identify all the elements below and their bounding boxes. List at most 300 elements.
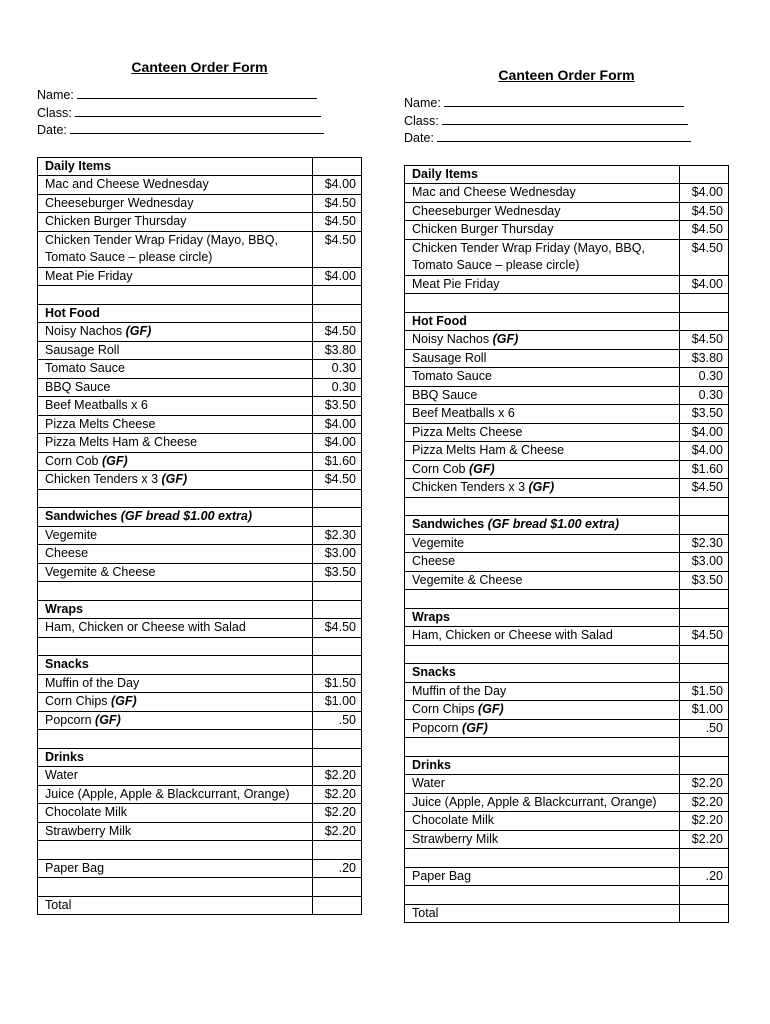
menu-item-row[interactable] <box>405 719 729 738</box>
menu-item-price: $4.50 <box>313 619 362 638</box>
menu-item-cell <box>38 434 313 453</box>
menu-item-price: $2.20 <box>680 830 729 849</box>
menu-item-row[interactable] <box>405 184 729 203</box>
section-heading-row <box>38 656 362 675</box>
menu-item-cell <box>38 176 313 195</box>
menu-item-label: Chicken Burger Thursday <box>412 222 554 236</box>
menu-item-row[interactable] <box>405 793 729 812</box>
menu-item-cell <box>38 231 313 267</box>
menu-item-cell <box>405 386 680 405</box>
menu-item-cell <box>38 471 313 490</box>
menu-item-cell <box>38 711 313 730</box>
menu-item-note: (GF) <box>478 702 504 716</box>
menu-item-note: (GF) <box>101 453 128 468</box>
menu-item-row[interactable] <box>38 471 362 490</box>
section-heading-label: Sandwiches <box>412 517 485 531</box>
section-heading-row <box>405 516 729 535</box>
spacer-cell <box>313 637 362 656</box>
name-label: Name: <box>37 88 74 102</box>
menu-item-cell <box>405 701 680 720</box>
spacer-row <box>405 849 729 868</box>
menu-item-label: Strawberry Milk <box>412 831 499 846</box>
section-heading <box>38 600 313 619</box>
menu-item-row[interactable] <box>38 434 362 453</box>
menu-item-label: Chicken Tenders x 3 <box>45 472 159 486</box>
menu-item-price: $4.00 <box>680 442 729 461</box>
section-heading-row <box>38 600 362 619</box>
class-field[interactable] <box>37 104 362 122</box>
menu-item-cell <box>38 526 313 545</box>
menu-item-cell <box>405 442 680 461</box>
menu-item-price: $1.60 <box>680 460 729 479</box>
menu-item-cell <box>405 479 680 498</box>
menu-item-cell <box>405 793 680 812</box>
menu-item-label: Beef Meatballs x 6 <box>45 398 148 412</box>
menu-item-row[interactable] <box>405 534 729 553</box>
menu-item-label: Water <box>45 768 78 782</box>
menu-item-label: Strawberry Milk <box>45 823 132 838</box>
menu-item-price: .50 <box>313 711 362 730</box>
section-heading-price-cell <box>313 748 362 767</box>
menu-item-price: $2.20 <box>313 785 362 804</box>
menu-item-row[interactable] <box>38 323 362 342</box>
menu-item-row[interactable] <box>38 693 362 712</box>
spacer-row <box>38 489 362 508</box>
menu-item-cell <box>38 785 313 804</box>
section-heading-row <box>405 756 729 775</box>
menu-item-label: Cheese <box>412 554 456 568</box>
menu-item-cell <box>38 452 313 471</box>
section-heading-price-cell <box>313 157 362 176</box>
menu-item-row[interactable] <box>38 231 362 267</box>
spacer-cell <box>405 294 680 313</box>
section-heading-label: Snacks <box>412 665 456 679</box>
menu-item-row[interactable] <box>38 415 362 434</box>
menu-item-cell <box>38 213 313 232</box>
menu-item-price: $4.50 <box>680 479 729 498</box>
spacer-cell <box>313 878 362 897</box>
menu-item-label: BBQ Sauce <box>45 379 111 394</box>
spacer-cell <box>405 497 680 516</box>
section-heading-row <box>405 165 729 184</box>
date-line[interactable] <box>437 129 691 142</box>
menu-item-cell <box>405 349 680 368</box>
menu-item-cell <box>38 415 313 434</box>
menu-item-row[interactable] <box>405 479 729 498</box>
menu-item-label: Beef Meatballs x 6 <box>412 406 515 420</box>
menu-item-note: (GF) <box>468 461 495 476</box>
section-heading-price-cell <box>680 608 729 627</box>
menu-item-row[interactable] <box>38 194 362 213</box>
menu-item-cell <box>405 830 680 849</box>
menu-item-label: Paper Bag <box>45 860 105 875</box>
total-value-cell[interactable] <box>680 904 729 923</box>
spacer-cell <box>313 582 362 601</box>
menu-item-label: Chocolate Milk <box>412 813 494 827</box>
date-label: Date: <box>404 131 434 145</box>
menu-item-price: $3.50 <box>680 571 729 590</box>
name-line[interactable] <box>444 94 684 107</box>
name-label: Name: <box>404 96 441 110</box>
menu-item-label: Pizza Melts Ham & Cheese <box>412 443 565 457</box>
menu-item-row[interactable] <box>405 627 729 646</box>
menu-item-label: Juice (Apple, Apple & Blackcurrant, Orange) <box>412 794 657 809</box>
spacer-cell <box>680 294 729 313</box>
section-heading <box>38 157 313 176</box>
spacer-cell <box>405 590 680 609</box>
menu-item-row[interactable] <box>405 775 729 794</box>
menu-item-cell <box>405 553 680 572</box>
menu-table <box>404 165 729 924</box>
menu-item-row[interactable] <box>38 711 362 730</box>
menu-table <box>37 157 362 916</box>
menu-item-price: $4.50 <box>313 231 362 267</box>
menu-item-cell <box>38 360 313 379</box>
section-heading-price-cell <box>313 304 362 323</box>
menu-item-price: $4.50 <box>680 627 729 646</box>
section-heading-label: Daily Items <box>412 166 479 181</box>
menu-item-row[interactable] <box>405 405 729 424</box>
menu-item-cell <box>405 184 680 203</box>
menu-item-label: Cheeseburger Wednesday <box>412 203 561 218</box>
menu-item-note: (GF) <box>462 720 488 735</box>
menu-item-price: $4.00 <box>680 275 729 294</box>
menu-item-note: (GF) <box>111 694 137 708</box>
menu-item-label: Vegemite <box>45 527 98 542</box>
menu-item-row[interactable] <box>38 176 362 195</box>
menu-item-cell <box>405 202 680 221</box>
menu-item-row[interactable] <box>405 701 729 720</box>
menu-item-cell <box>38 194 313 213</box>
class-label: Class: <box>404 113 439 128</box>
menu-item-label: Meat Pie Friday <box>412 276 500 291</box>
date-field[interactable] <box>404 129 729 147</box>
section-heading <box>38 304 313 323</box>
spacer-cell <box>680 849 729 868</box>
section-heading <box>405 165 680 184</box>
menu-item-row[interactable] <box>405 368 729 387</box>
menu-item-price: $3.80 <box>680 349 729 368</box>
section-heading-row <box>405 312 729 331</box>
section-heading <box>405 312 680 331</box>
menu-item-price: $4.50 <box>680 239 729 275</box>
menu-item-cell <box>405 221 680 240</box>
menu-item-row[interactable] <box>405 423 729 442</box>
spacer-row <box>405 497 729 516</box>
menu-item-price: $4.50 <box>680 221 729 240</box>
total-row <box>405 904 729 923</box>
menu-item-row[interactable] <box>405 553 729 572</box>
menu-item-row[interactable] <box>405 202 729 221</box>
menu-item-price: $1.60 <box>313 452 362 471</box>
menu-item-row[interactable] <box>38 267 362 286</box>
menu-item-price: $2.30 <box>313 526 362 545</box>
menu-item-row[interactable] <box>405 571 729 590</box>
spacer-row <box>405 738 729 757</box>
menu-item-cell <box>405 423 680 442</box>
menu-item-row[interactable] <box>405 460 729 479</box>
menu-item-cell <box>38 693 313 712</box>
menu-item-cell <box>405 239 680 275</box>
menu-item-row[interactable] <box>38 378 362 397</box>
form-title: Canteen Order Form <box>131 59 268 75</box>
menu-item-price: $3.50 <box>313 563 362 582</box>
section-heading-label: Drinks <box>412 757 451 772</box>
menu-item-price: $3.50 <box>313 397 362 416</box>
section-heading <box>38 508 313 527</box>
menu-item-label: Chicken Burger Thursday <box>45 214 187 228</box>
menu-item-row[interactable] <box>38 674 362 693</box>
menu-item-price: $4.00 <box>313 415 362 434</box>
spacer-cell <box>405 645 680 664</box>
menu-item-cell <box>405 460 680 479</box>
menu-item-price: 0.30 <box>313 360 362 379</box>
section-heading <box>38 656 313 675</box>
order-form-left <box>37 58 362 915</box>
section-heading-price-cell <box>680 165 729 184</box>
menu-item-label: Sausage Roll <box>412 350 487 365</box>
menu-item-price: $2.20 <box>313 767 362 786</box>
menu-item-price: $2.20 <box>313 804 362 823</box>
menu-item-cell <box>38 822 313 841</box>
menu-item-cell <box>38 563 313 582</box>
section-heading-label: Drinks <box>45 749 84 764</box>
menu-item-cell <box>38 323 313 342</box>
spacer-cell <box>313 841 362 860</box>
menu-item-label: Popcorn <box>412 720 459 735</box>
menu-item-price: $2.20 <box>313 822 362 841</box>
section-heading-row <box>38 508 362 527</box>
menu-item-row[interactable] <box>405 331 729 350</box>
menu-item-note: (GF) <box>492 332 519 346</box>
menu-item-cell <box>405 775 680 794</box>
menu-item-price: $3.50 <box>680 405 729 424</box>
spacer-cell <box>405 738 680 757</box>
total-label: Total <box>38 896 313 915</box>
menu-item-price: $1.50 <box>680 682 729 701</box>
menu-item-cell <box>405 405 680 424</box>
spacer-cell <box>38 637 313 656</box>
menu-item-price: $1.50 <box>313 674 362 693</box>
menu-item-row[interactable] <box>405 442 729 461</box>
menu-item-row[interactable] <box>38 563 362 582</box>
menu-item-price: $4.00 <box>313 176 362 195</box>
menu-item-row[interactable] <box>38 767 362 786</box>
menu-item-cell <box>38 267 313 286</box>
section-heading-label: Hot Food <box>45 305 100 320</box>
spacer-cell <box>38 841 313 860</box>
section-heading-price-cell <box>313 656 362 675</box>
menu-item-row[interactable] <box>405 830 729 849</box>
section-heading <box>405 756 680 775</box>
menu-item-price: $4.00 <box>680 423 729 442</box>
spacer-cell <box>680 886 729 905</box>
menu-item-cell <box>38 804 313 823</box>
menu-item-row[interactable] <box>405 386 729 405</box>
menu-item-row[interactable] <box>405 349 729 368</box>
spacer-row <box>405 645 729 664</box>
menu-item-price: $3.80 <box>313 341 362 360</box>
section-heading-note: (GF bread $1.00 extra) <box>487 517 620 531</box>
section-heading-row <box>38 157 362 176</box>
total-value-cell[interactable] <box>313 896 362 915</box>
menu-item-cell <box>405 331 680 350</box>
menu-item-label: Vegemite & Cheese <box>412 572 523 587</box>
name-field[interactable] <box>37 86 362 104</box>
menu-item-row[interactable] <box>38 545 362 564</box>
section-heading-label: Daily Items <box>45 158 112 173</box>
spacer-cell <box>680 590 729 609</box>
menu-item-label: Chocolate Milk <box>45 805 127 819</box>
section-heading-note: (GF bread $1.00 extra) <box>120 509 253 523</box>
menu-item-row[interactable] <box>38 619 362 638</box>
menu-item-label: Pizza Melts Ham & Cheese <box>45 435 198 449</box>
menu-item-cell <box>405 627 680 646</box>
menu-item-price: $4.50 <box>313 213 362 232</box>
menu-item-label: Meat Pie Friday <box>45 268 133 283</box>
section-heading-label: Wraps <box>45 601 83 616</box>
menu-item-cell <box>405 571 680 590</box>
date-line[interactable] <box>70 121 324 134</box>
menu-item-label: Corn Cob <box>45 453 99 468</box>
menu-item-label: Noisy Nachos <box>412 332 490 346</box>
section-heading-label: Hot Food <box>412 313 467 328</box>
section-heading-row <box>38 304 362 323</box>
menu-item-label: Corn Chips <box>412 702 475 716</box>
menu-item-price: $4.00 <box>680 184 729 203</box>
spacer-cell <box>680 497 729 516</box>
menu-item-price: $2.30 <box>680 534 729 553</box>
total-label: Total <box>405 904 680 923</box>
menu-item-note: (GF) <box>161 472 188 486</box>
section-heading-label: Sandwiches <box>45 509 118 523</box>
menu-item-row[interactable] <box>38 397 362 416</box>
spacer-row <box>38 841 362 860</box>
menu-item-note: (GF) <box>125 324 152 338</box>
form-title: Canteen Order Form <box>498 67 635 83</box>
menu-item-cell <box>405 682 680 701</box>
spacer-row <box>405 886 729 905</box>
name-field[interactable] <box>404 94 729 112</box>
menu-item-price: $4.00 <box>313 434 362 453</box>
menu-item-cell <box>405 719 680 738</box>
name-line[interactable] <box>77 86 317 99</box>
section-heading-price-cell <box>680 516 729 535</box>
menu-item-cell <box>38 619 313 638</box>
menu-item-price: $4.50 <box>313 194 362 213</box>
spacer-cell <box>680 738 729 757</box>
menu-item-label: Ham, Chicken or Cheese with Salad <box>45 620 246 634</box>
class-line[interactable] <box>75 104 321 117</box>
menu-item-label: Corn Chips <box>45 694 108 708</box>
menu-item-label: Chicken Tender Wrap Friday (Mayo, BBQ, Tomato Sauce – please circle) <box>412 240 645 272</box>
menu-item-row[interactable] <box>38 822 362 841</box>
menu-item-row[interactable] <box>405 221 729 240</box>
order-form-right <box>404 66 729 923</box>
spacer-cell <box>313 489 362 508</box>
spacer-row <box>38 637 362 656</box>
menu-item-row[interactable] <box>38 452 362 471</box>
menu-item-label: Pizza Melts Cheese <box>45 416 156 431</box>
menu-item-row[interactable] <box>405 239 729 275</box>
menu-item-price: $3.00 <box>680 553 729 572</box>
menu-item-label: Ham, Chicken or Cheese with Salad <box>412 628 613 642</box>
menu-item-cell <box>38 545 313 564</box>
menu-item-label: Mac and Cheese Wednesday <box>412 185 576 199</box>
menu-item-row[interactable] <box>405 812 729 831</box>
spacer-cell <box>405 886 680 905</box>
total-row <box>38 896 362 915</box>
menu-item-price: $2.20 <box>680 775 729 794</box>
menu-item-row[interactable] <box>38 360 362 379</box>
menu-item-cell <box>38 859 313 878</box>
menu-item-row[interactable] <box>38 804 362 823</box>
section-heading-row <box>405 608 729 627</box>
spacer-row <box>38 730 362 749</box>
section-heading-price-cell <box>680 756 729 775</box>
spacer-cell <box>38 489 313 508</box>
menu-item-price: 0.30 <box>313 378 362 397</box>
menu-item-price: 0.30 <box>680 386 729 405</box>
menu-item-label: Water <box>412 776 445 790</box>
menu-item-cell <box>38 397 313 416</box>
menu-item-row[interactable] <box>405 682 729 701</box>
date-field[interactable] <box>37 121 362 139</box>
menu-item-row[interactable] <box>38 213 362 232</box>
spacer-row <box>38 582 362 601</box>
menu-item-row[interactable] <box>405 275 729 294</box>
class-line[interactable] <box>442 112 688 125</box>
menu-item-cell <box>38 767 313 786</box>
menu-item-cell <box>405 275 680 294</box>
menu-item-price: $2.20 <box>680 812 729 831</box>
spacer-cell <box>38 582 313 601</box>
menu-item-row[interactable] <box>405 867 729 886</box>
menu-item-price: $2.20 <box>680 793 729 812</box>
class-field[interactable] <box>404 112 729 130</box>
spacer-cell <box>313 286 362 305</box>
menu-item-label: Noisy Nachos <box>45 324 123 338</box>
section-heading-row <box>38 748 362 767</box>
menu-item-label: Sausage Roll <box>45 342 120 357</box>
menu-item-price: $4.50 <box>313 471 362 490</box>
section-heading <box>38 748 313 767</box>
menu-item-label: Pizza Melts Cheese <box>412 424 523 439</box>
spacer-cell <box>38 878 313 897</box>
menu-item-cell <box>405 812 680 831</box>
section-heading <box>405 608 680 627</box>
menu-item-label: Cheeseburger Wednesday <box>45 195 194 210</box>
spacer-cell <box>680 645 729 664</box>
menu-item-cell <box>38 674 313 693</box>
menu-item-price: .20 <box>313 859 362 878</box>
menu-item-row[interactable] <box>38 859 362 878</box>
menu-item-label: Vegemite <box>412 535 465 550</box>
menu-item-label: Chicken Tender Wrap Friday (Mayo, BBQ, Tomato Sauce – please circle) <box>45 232 278 264</box>
menu-item-price: $4.50 <box>680 331 729 350</box>
spacer-cell <box>38 730 313 749</box>
menu-item-row[interactable] <box>38 785 362 804</box>
class-label: Class: <box>37 105 72 120</box>
menu-item-row[interactable] <box>38 341 362 360</box>
menu-item-price: $1.00 <box>680 701 729 720</box>
menu-item-row[interactable] <box>38 526 362 545</box>
menu-item-price: $4.00 <box>313 267 362 286</box>
menu-item-price: .20 <box>680 867 729 886</box>
menu-item-label: Chicken Tenders x 3 <box>412 480 526 494</box>
menu-item-price: $4.50 <box>313 323 362 342</box>
section-heading-price-cell <box>313 508 362 527</box>
